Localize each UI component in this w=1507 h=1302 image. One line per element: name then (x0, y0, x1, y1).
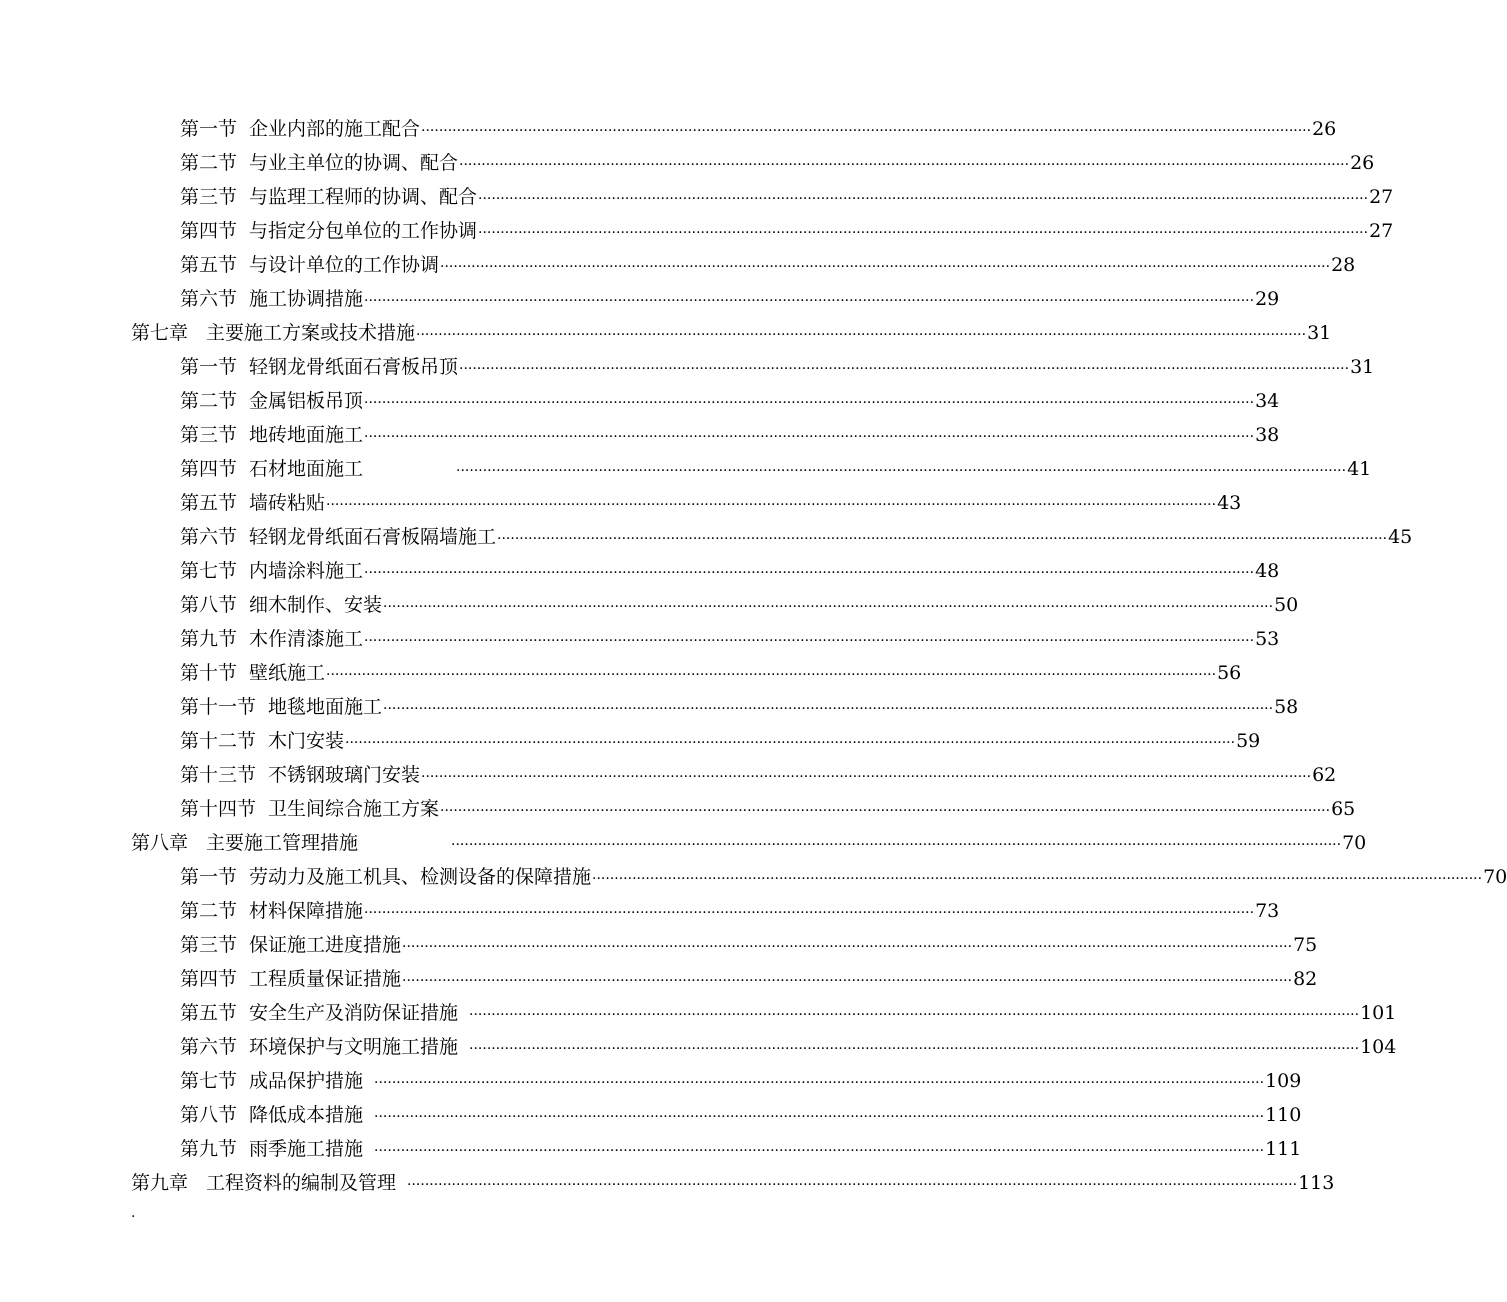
toc-dot-leader: ········································································································································································································ (416, 327, 1307, 343)
toc-entry-title: 细木制作、安装 (249, 594, 383, 616)
toc-entry-number: 第一节 (180, 118, 238, 140)
toc-entry-title: 与设计单位的工作协调 (249, 254, 440, 276)
toc-entry-title: 主要施工管理措施 (206, 832, 359, 854)
toc-entry-title: 成品保护措施 (249, 1070, 364, 1092)
toc-section-entry[interactable] (0, 962, 1318, 996)
toc-entry-page-number: 58 (1274, 696, 1299, 718)
toc-section-entry[interactable] (0, 112, 1337, 146)
toc-entry-title: 墙砖粘贴 (249, 492, 326, 514)
toc-entry-number: 第七节 (180, 1070, 238, 1092)
toc-entry-number: 第四节 (180, 458, 238, 480)
toc-entry-line (180, 554, 1280, 590)
toc-entry-page-number: 38 (1255, 424, 1280, 446)
toc-section-entry[interactable] (0, 554, 1280, 588)
toc-entry-page-number: 65 (1331, 798, 1356, 820)
toc-entry-page-number: 110 (1265, 1104, 1302, 1126)
toc-section-entry[interactable] (0, 894, 1280, 928)
toc-dot-leader: ········································································································································································································ (459, 157, 1350, 173)
toc-entry-line (180, 962, 1318, 998)
toc-entry-title: 工程质量保证措施 (249, 968, 402, 990)
toc-dot-leader: ········································································································································································································ (459, 361, 1350, 377)
toc-entry-number: 第十四节 (180, 798, 257, 820)
toc-section-entry[interactable] (0, 996, 1397, 1030)
toc-entry-line (180, 996, 1397, 1032)
toc-entry-number: 第二节 (180, 152, 238, 174)
toc-entry-page-number: 53 (1255, 628, 1280, 650)
toc-dot-leader: ········································································································································································································ (345, 735, 1236, 751)
toc-dot-leader: ········································································································································································································ (440, 259, 1331, 275)
toc-entry-line (131, 826, 1367, 862)
toc-entry-line (180, 690, 1299, 726)
toc-entry-page-number: 70 (1342, 832, 1367, 854)
toc-entry-line (180, 418, 1280, 454)
toc-chapter-entry[interactable] (0, 1166, 1335, 1200)
toc-section-entry[interactable] (0, 350, 1375, 384)
toc-entry-number: 第五节 (180, 1002, 238, 1024)
toc-entry-title: 石材地面施工 (249, 458, 364, 480)
toc-entry-title: 与业主单位的协调、配合 (249, 152, 459, 174)
toc-entry-page-number: 82 (1293, 968, 1318, 990)
toc-entry-title: 主要施工方案或技术措施 (206, 322, 416, 344)
toc-section-entry[interactable] (0, 792, 1356, 826)
toc-entry-number: 第五节 (180, 254, 238, 276)
toc-section-entry[interactable] (0, 248, 1356, 282)
toc-entry-page-number: 26 (1350, 152, 1375, 174)
toc-entry-line (180, 248, 1356, 284)
toc-entry-title: 保证施工进度措施 (249, 934, 402, 956)
toc-entry-line (180, 384, 1280, 420)
toc-entry-number: 第四节 (180, 220, 238, 242)
toc-entry-page-number: 45 (1388, 526, 1413, 548)
toc-entry-line (180, 758, 1337, 794)
toc-entry-line (180, 1132, 1302, 1168)
toc-section-entry[interactable] (0, 214, 1394, 248)
toc-entry-number: 第十节 (180, 662, 238, 684)
toc-entry-page-number: 104 (1360, 1036, 1397, 1058)
toc-dot-leader: ········································································································································································································ (402, 973, 1293, 989)
toc-entry-number: 第二节 (180, 900, 238, 922)
toc-entry-page-number: 27 (1369, 220, 1394, 242)
toc-dot-leader: ········································································································································································································ (364, 633, 1255, 649)
toc-section-entry[interactable] (0, 180, 1394, 214)
toc-dot-leader: ········································································································································································································ (478, 191, 1369, 207)
toc-entry-line (180, 486, 1242, 522)
toc-entry-title: 环境保护与文明施工措施 (249, 1036, 459, 1058)
toc-dot-leader: ········································································································································································································ (364, 293, 1255, 309)
toc-entry-page-number: 28 (1331, 254, 1356, 276)
toc-dot-leader: ········································································································································································································ (402, 939, 1293, 955)
toc-entry-page-number: 48 (1255, 560, 1280, 582)
toc-entry-page-number: 50 (1274, 594, 1299, 616)
toc-entry-number: 第七章 (131, 322, 189, 344)
toc-entry-line (180, 1098, 1302, 1134)
toc-dot-leader: ········································································································································································································ (383, 701, 1274, 717)
toc-entry-title: 木作清漆施工 (249, 628, 364, 650)
toc-entry-page-number: 29 (1255, 288, 1280, 310)
footer-mark: . (131, 1205, 136, 1221)
toc-entry-title: 不锈钢玻璃门安装 (268, 764, 421, 786)
toc-entry-title: 地毯地面施工 (268, 696, 383, 718)
toc-entry-number: 第九节 (180, 628, 238, 650)
toc-entry-line (180, 282, 1280, 318)
toc-dot-leader: ········································································································································································································ (326, 497, 1217, 513)
toc-entry-page-number: 43 (1217, 492, 1242, 514)
toc-dot-leader: ········································································································································································································ (421, 123, 1312, 139)
toc-dot-leader: ········································································································································································································ (364, 565, 1255, 581)
toc-dot-leader: ········································································································································································································ (364, 905, 1255, 921)
toc-entry-number: 第八章 (131, 832, 189, 854)
toc-section-entry[interactable] (0, 452, 1372, 486)
toc-entry-title: 材料保障措施 (249, 900, 364, 922)
toc-dot-leader: ········································································································································································································ (592, 871, 1483, 887)
toc-entry-page-number: 27 (1369, 186, 1394, 208)
toc-entry-page-number: 62 (1312, 764, 1337, 786)
toc-section-entry[interactable] (0, 486, 1242, 520)
toc-entry-number: 第五节 (180, 492, 238, 514)
toc-dot-leader: ········································································································································································································ (374, 1109, 1265, 1125)
toc-dot-leader: ········································································································································································································ (469, 1041, 1360, 1057)
toc-entry-page-number: 56 (1217, 662, 1242, 684)
toc-section-entry[interactable] (0, 690, 1299, 724)
toc-entry-line (131, 316, 1332, 352)
toc-section-entry[interactable] (0, 758, 1337, 792)
toc-entry-title: 劳动力及施工机具、检测设备的保障措施 (249, 866, 592, 888)
toc-entry-number: 第九节 (180, 1138, 238, 1160)
toc-entry-number: 第三节 (180, 424, 238, 446)
toc-entry-number: 第六节 (180, 1036, 238, 1058)
toc-entry-line (180, 146, 1375, 182)
toc-entry-title: 壁纸施工 (249, 662, 326, 684)
toc-entry-title: 木门安装 (268, 730, 345, 752)
toc-entry-number: 第十二节 (180, 730, 257, 752)
toc-dot-leader: ········································································································································································································ (440, 803, 1331, 819)
toc-entry-title: 与监理工程师的协调、配合 (249, 186, 478, 208)
toc-section-entry[interactable] (0, 520, 1413, 554)
toc-dot-leader: ········································································································································································································ (383, 599, 1274, 615)
toc-section-entry[interactable] (0, 418, 1280, 452)
toc-entry-number: 第三节 (180, 186, 238, 208)
toc-section-entry[interactable] (0, 724, 1261, 758)
toc-entry-number: 第六节 (180, 526, 238, 548)
toc-entry-page-number: 59 (1236, 730, 1261, 752)
toc-entry-line (180, 214, 1394, 250)
toc-section-entry[interactable] (0, 146, 1375, 180)
toc-entry-line (180, 860, 1507, 896)
toc-entry-page-number: 70 (1483, 866, 1507, 888)
toc-dot-leader: ········································································································································································································ (451, 837, 1342, 853)
toc-entry-title: 金属铝板吊顶 (249, 390, 364, 412)
toc-entry-title: 地砖地面施工 (249, 424, 364, 446)
toc-section-entry[interactable] (0, 282, 1280, 316)
toc-entry-number: 第六节 (180, 288, 238, 310)
toc-chapter-entry[interactable] (0, 826, 1367, 860)
toc-dot-leader: ········································································································································································································ (326, 667, 1217, 683)
toc-entry-number: 第二节 (180, 390, 238, 412)
toc-entry-number: 第一节 (180, 356, 238, 378)
toc-dot-leader: ········································································································································································································ (407, 1177, 1298, 1193)
toc-section-entry[interactable] (0, 1030, 1397, 1064)
toc-entry-line (180, 1030, 1397, 1066)
toc-entry-number: 第九章 (131, 1172, 189, 1194)
toc-entry-title: 雨季施工措施 (249, 1138, 364, 1160)
toc-dot-leader: ········································································································································································································ (364, 395, 1255, 411)
toc-entry-number: 第一节 (180, 866, 238, 888)
toc-entry-line (180, 622, 1280, 658)
toc-entry-page-number: 31 (1307, 322, 1332, 344)
toc-entry-page-number: 31 (1350, 356, 1375, 378)
toc-entry-title: 工程资料的编制及管理 (206, 1172, 397, 1194)
toc-section-entry[interactable] (0, 622, 1280, 656)
toc-entry-title: 轻钢龙骨纸面石膏板吊顶 (249, 356, 459, 378)
toc-entry-line (180, 180, 1394, 216)
toc-entry-page-number: 26 (1312, 118, 1337, 140)
toc-dot-leader: ········································································································································································································ (421, 769, 1312, 785)
toc-entry-line (180, 894, 1280, 930)
toc-dot-leader: ········································································································································································································ (374, 1143, 1265, 1159)
toc-dot-leader: ········································································································································································································ (469, 1007, 1360, 1023)
toc-section-entry[interactable] (0, 1064, 1302, 1098)
toc-entry-title: 安全生产及消防保证措施 (249, 1002, 459, 1024)
toc-entry-page-number: 41 (1347, 458, 1372, 480)
toc-entry-line (180, 520, 1413, 556)
toc-entry-number: 第十一节 (180, 696, 257, 718)
toc-entry-page-number: 73 (1255, 900, 1280, 922)
toc-entry-line (180, 724, 1261, 760)
table-of-contents (0, 112, 1507, 1200)
toc-entry-line (180, 112, 1337, 148)
toc-dot-leader: ········································································································································································································ (497, 531, 1388, 547)
toc-entry-title: 企业内部的施工配合 (249, 118, 421, 140)
toc-entry-page-number: 109 (1265, 1070, 1302, 1092)
toc-entry-line (180, 656, 1242, 692)
toc-entry-page-number: 75 (1293, 934, 1318, 956)
toc-entry-number: 第八节 (180, 594, 238, 616)
toc-entry-number: 第八节 (180, 1104, 238, 1126)
toc-section-entry[interactable] (0, 656, 1242, 690)
toc-entry-line (180, 452, 1372, 488)
toc-entry-title: 施工协调措施 (249, 288, 364, 310)
toc-entry-number: 第七节 (180, 560, 238, 582)
toc-entry-title: 内墙涂料施工 (249, 560, 364, 582)
toc-entry-line (180, 792, 1356, 828)
toc-dot-leader: ········································································································································································································ (374, 1075, 1265, 1091)
toc-entry-page-number: 101 (1360, 1002, 1397, 1024)
toc-chapter-entry[interactable] (0, 316, 1332, 350)
toc-entry-number: 第四节 (180, 968, 238, 990)
toc-entry-line (180, 350, 1375, 386)
toc-entry-title: 轻钢龙骨纸面石膏板隔墙施工 (249, 526, 497, 548)
toc-dot-leader: ········································································································································································································ (456, 463, 1347, 479)
toc-section-entry[interactable] (0, 1098, 1302, 1132)
toc-dot-leader: ········································································································································································································ (478, 225, 1369, 241)
toc-entry-number: 第十三节 (180, 764, 257, 786)
toc-section-entry[interactable] (0, 588, 1299, 622)
toc-entry-title: 降低成本措施 (249, 1104, 364, 1126)
toc-entry-line (180, 928, 1318, 964)
toc-entry-line (180, 588, 1299, 624)
toc-entry-page-number: 113 (1298, 1172, 1335, 1194)
toc-section-entry[interactable] (0, 384, 1280, 418)
toc-dot-leader: ········································································································································································································ (364, 429, 1255, 445)
toc-entry-title: 卫生间综合施工方案 (268, 798, 440, 820)
toc-entry-page-number: 111 (1265, 1138, 1302, 1160)
toc-entry-line (180, 1064, 1302, 1100)
toc-entry-page-number: 34 (1255, 390, 1280, 412)
toc-section-entry[interactable] (0, 1132, 1302, 1166)
toc-entry-number: 第三节 (180, 934, 238, 956)
toc-entry-title: 与指定分包单位的工作协调 (249, 220, 478, 242)
toc-section-entry[interactable] (0, 928, 1318, 962)
toc-entry-line (131, 1166, 1335, 1202)
toc-section-entry[interactable] (0, 860, 1507, 894)
